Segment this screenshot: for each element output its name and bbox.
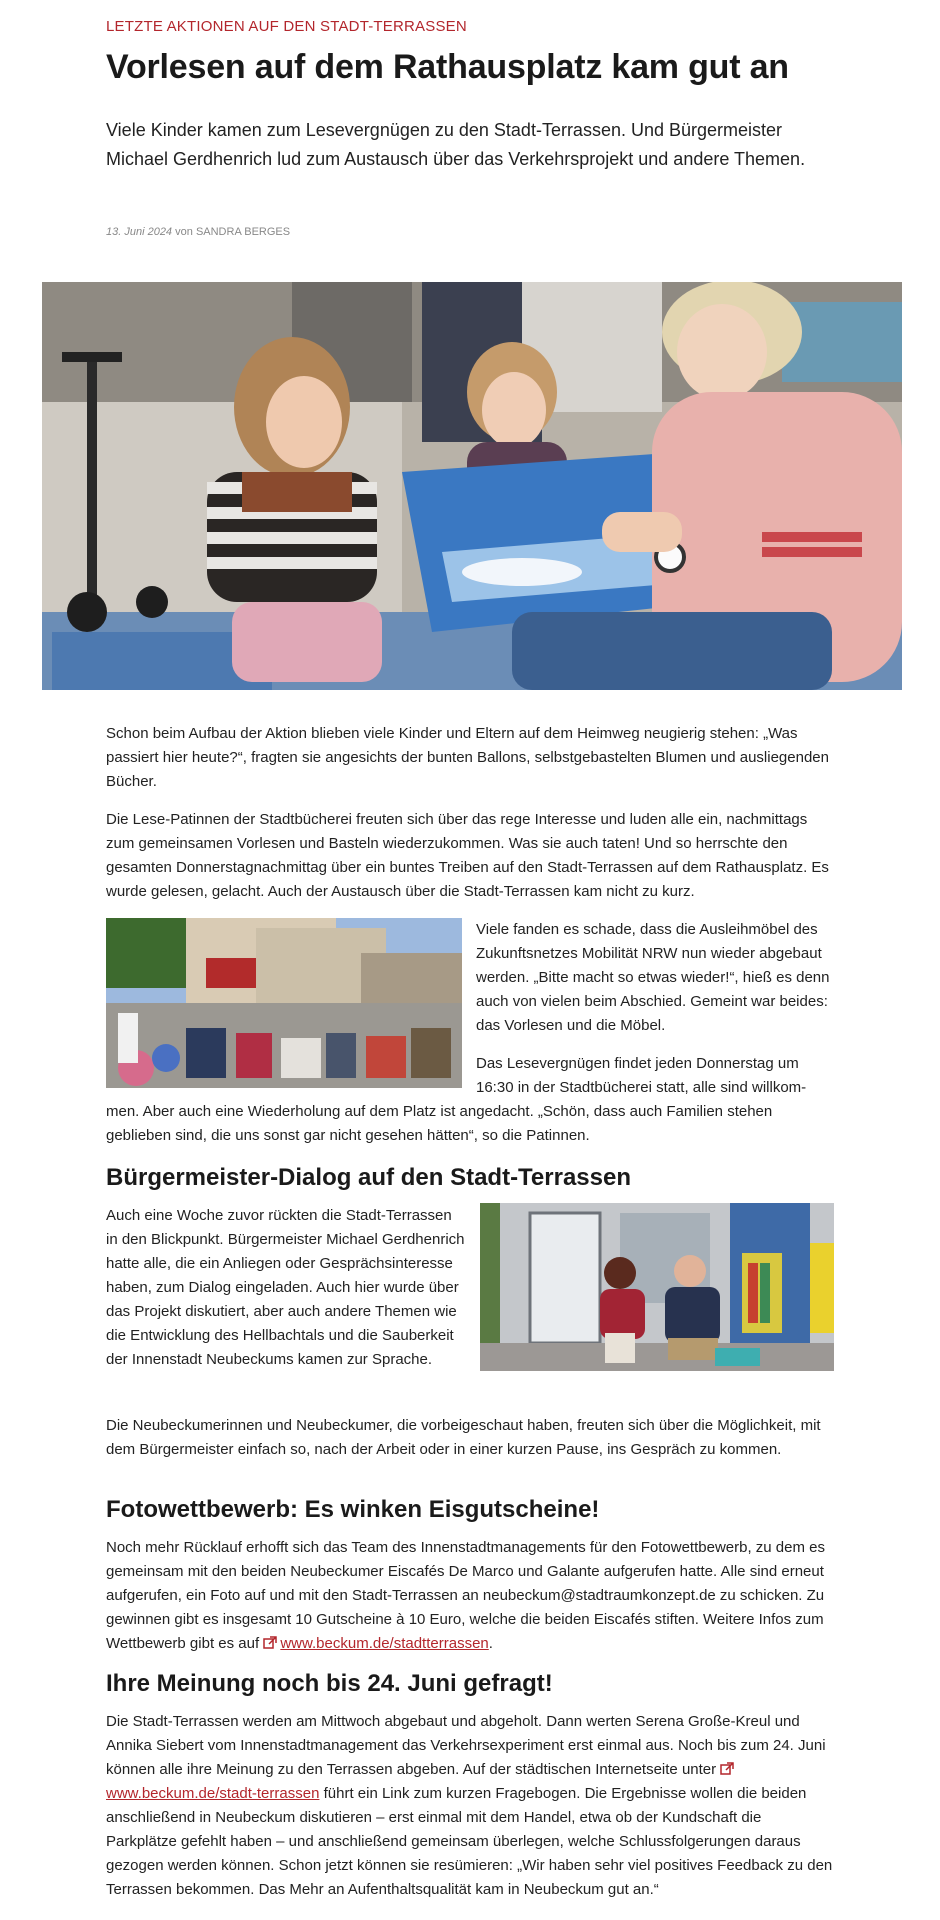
article-meta — [106, 226, 290, 238]
article-author: SANDRA BERGES — [195, 226, 291, 238]
dialog-paragraph-1: Auch eine Woche zuvor rückten die Stadt-Terrassen in den Blickpunkt. Bürgermeister Michael Gerdhenrich hatte alle, die ein Anliegen oder Gesprächsinteresse haben, zum Dialog eingeladen. Auch hier wurde über das Projekt diskutiert, aber auch andere Themen wie die Entwicklung des Hellbachtals und die Sauberkeit der Innenstadt Neubeckums kamen zur Sprache. — [106, 1207, 465, 1368]
article-date: 13. Juni 2024 — [106, 226, 173, 238]
photo-contest-text: Noch mehr Rücklauf erhofft sich das Team des Innenstadtmanagements für den Fotowettbewerb, zu dem es gemeinsam mit den beiden Neubeckumer Eiscafés De Marco und Galante aufgerufen hatte. Alle sind erneut aufgerufen, ein Foto auf und mit den Stadt-Terrassen an neubeckum@stadtraumkonzept.de zu schicken. Zu gewinnen gibt es insgesamt 10 Gutscheine à 10 Euro, welche die beiden Eiscafés stiften. Weitere Infos zum Wettbewerb gibt es auf — [106, 1539, 825, 1652]
opinion-text-after: führt ein Link zum kurzen Fragebogen. Die Ergebnisse wollen die beiden anschließend in Neubeckum diskutieren – erst einmal mit dem Handel, etwa ob der Kundschaft die Parkplätze gefehlt haben – und anschließend gemeinsam überlegen, welche Schlussfolgerungen daraus gezogen werden können. Schon jetzt können sie resümieren: „Wir haben sehr viel positives Feedback zu den Terrassen bekommen. Das Mehr an Aufenthaltsqualität kam in Neubeckum gut an.“ — [106, 1785, 833, 1898]
body-paragraph-4b: men. Aber auch eine Wiederholung auf dem Platz ist angedacht. „Schön, dass auch Familien stehen geblieben sind, die uns sonst gar nicht gesehen hätten“, so die Patinnen. — [106, 1103, 773, 1144]
hero-photo-reading — [42, 282, 902, 690]
body-paragraph-2: Die Lese-Patinnen der Stadtbücherei freuten sich über das rege Interesse und luden alle ein, nachmittags zum gemeinsamen Vorlesen und Basteln wiederzukommen. Was sie auch taten! Und so herrschte den gesamten Donnerstagnachmittag über ein buntes Treiben auf den Stadt-Terrassen auf dem Rathausplatz. Es wurde gelesen, gelacht. Auch der Austausch über die Stadt-Terrassen kam nicht zu kurz. — [106, 811, 829, 900]
link-stadt-terrassen[interactable]: www.beckum.de/stadt-terrassen — [106, 1785, 320, 1802]
external-link-icon — [720, 1762, 734, 1775]
opinion-text-before: Die Stadt-Terrassen werden am Mittwoch abgebaut und abgeholt. Dann werten Serena Große-Kreul und Annika Siebert vom Innenstadtmanagement das Verkehrsexperiment erst einmal aus. Noch bis zum 24. Juni können alle ihre Meinung zu den Terrassen abgeben. Auf der städtischen Internetseite unter — [106, 1713, 826, 1778]
heading-dialog: Bürgermeister-Dialog auf den Stadt-Terrassen — [106, 1164, 632, 1191]
article-title: Vorlesen auf dem Rathausplatz kam gut an — [106, 48, 789, 86]
photo-square-children — [106, 918, 462, 1088]
photo-mayor-dialog — [480, 1203, 834, 1371]
body-paragraph-4a: Das Lesevergnügen findet jeden Donnerstag um 16:30 in der Stadtbücherei statt, alle sind willkom- — [476, 1055, 807, 1096]
article-kicker: LETZTE AKTIONEN AUF DEN STADT-TERRASSEN — [106, 18, 467, 35]
body-paragraph-1: Schon beim Aufbau der Aktion blieben viele Kinder und Eltern auf dem Heimweg neugierig stehen: „Was passiert hier heute?“, fragten sie angesichts der bunten Ballons, selbstgebastelten Blumen und ausliegenden Bücher. — [106, 725, 829, 790]
heading-photo-contest: Fotowettbewerb: Es winken Eisgutscheine! — [106, 1496, 600, 1523]
link-stadtterrassen[interactable]: www.beckum.de/stadtterrassen — [280, 1635, 489, 1652]
dialog-paragraph-2: Die Neubeckumerinnen und Neubeckumer, die vorbeigeschaut haben, freuten sich über die Möglichkeit, mit dem Bürgermeister einfach so, nach der Arbeit oder in einer kurzen Pause, ins Gespräch zu kommen. — [106, 1417, 821, 1458]
opinion-paragraph — [106, 1710, 834, 1902]
article-by: von — [175, 226, 193, 238]
external-link-icon — [263, 1636, 277, 1649]
body-paragraph-3: Viele fanden es schade, dass die Ausleihmöbel des Zukunftsnetzes Mobilität NRW nun wieder abgebaut werden. „Bitte macht so etwas wieder!“, hieß es denn auch von vielen beim Abschied. Gemeint war beides: das Vorlesen und die Möbel. — [476, 921, 830, 1034]
photo-contest-after: . — [488, 1635, 493, 1652]
article-lead: Viele Kinder kamen zum Lesevergnügen zu den Stadt-Terrassen. Und Bürgermeister Michael Gerdhenrich lud zum Austausch über das Verkehrsprojekt und andere Themen. — [106, 120, 806, 169]
heading-opinion: Ihre Meinung noch bis 24. Juni gefragt! — [106, 1670, 553, 1697]
photo-contest-paragraph — [106, 1536, 834, 1656]
